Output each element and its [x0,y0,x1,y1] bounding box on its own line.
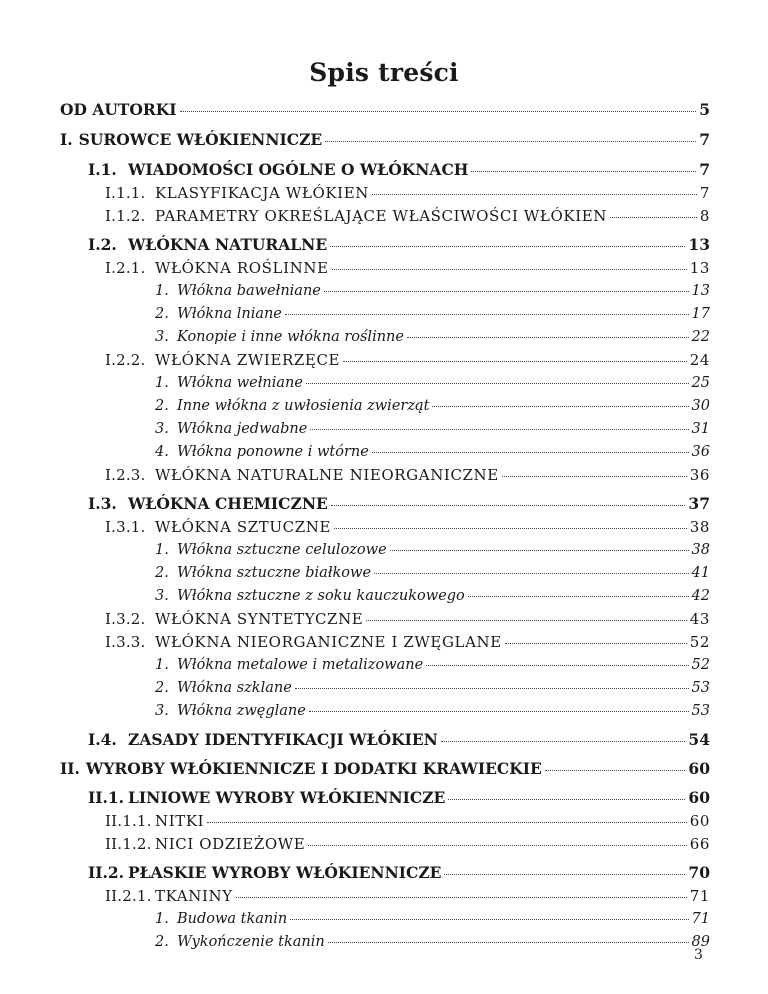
toc-entry-number: 2. [155,398,169,414]
dot-leader [328,942,689,943]
toc-entry-number: II.1. [88,788,125,807]
toc-entry-title: Włókna wełniane [177,375,303,391]
toc-entry [105,350,710,372]
toc-entry-title: KLASYFIKACJA WŁÓKIEN [155,184,369,202]
toc-entry [155,540,710,562]
toc-entry [105,258,710,280]
toc-entry-number: 2. [155,934,169,950]
toc-entry-title: WŁÓKNA ZWIERZĘCE [155,351,341,369]
dot-leader [290,919,688,920]
toc-entry-page: 38 [689,518,710,536]
toc-entry-number: 2. [155,306,169,322]
toc-entry-page: 30 [691,398,710,414]
toc-entry [155,419,710,441]
toc-entry-page: 13 [688,235,710,254]
dot-leader [310,429,688,430]
toc-entry-title: Włókna ponowne i wtórne [177,444,369,460]
toc-entry-title: Inne włókna z uwłosienia zwierząt [177,398,430,414]
dot-leader [325,141,696,142]
toc-entry [105,886,710,908]
dot-leader [426,665,688,666]
toc-entry [155,586,710,608]
toc-entry-page: 52 [691,657,710,673]
toc-entry-title: NICI ODZIEŻOWE [155,835,306,853]
dot-leader [324,291,689,292]
dot-leader [374,573,689,574]
toc-entry [88,160,710,182]
toc-entry-number: 3. [155,703,169,719]
toc-entry-title: WŁÓKNA NIEORGANICZNE I ZWĘGLANE [155,633,502,651]
page-number: 3 [694,947,703,963]
toc-entry-page: 36 [689,466,710,484]
toc-entry-page: 71 [689,887,710,905]
dot-leader [505,643,687,644]
toc-entry-title: PŁASKIE WYROBY WŁÓKIENNICZE [128,863,442,882]
toc-entry [155,373,710,395]
toc-entry-number: 1. [155,375,169,391]
toc-entry-number: II.2.1. [105,887,152,905]
toc-entry-title: WŁÓKNA ROŚLINNE [155,259,329,277]
toc-entry [105,465,710,487]
toc-entry-title: Wykończenie tkanin [177,934,325,950]
dot-leader [330,246,685,247]
toc-entry [60,130,710,152]
dot-leader [309,711,689,712]
toc-entry-number: I.1.1. [105,184,146,202]
toc-entry-title: Włókna bawełniane [177,283,321,299]
dot-leader [372,452,689,453]
toc-entry-title: Włókna lniane [177,306,282,322]
dot-leader [448,799,685,800]
toc-entry-page: 38 [691,542,710,558]
toc-entry-number: 1. [155,657,169,673]
toc-entry-number: I.1. [88,160,117,179]
toc-entry-title: Konopie i inne włókna roślinne [177,329,404,345]
dot-leader [180,111,697,112]
toc-entry-title: WŁÓKNA NATURALNE [128,235,328,254]
dot-leader [432,406,688,407]
toc-entry-title: Włókna zwęglane [177,703,306,719]
toc-entry-title: Włókna sztuczne celulozowe [177,542,387,558]
toc-entry-page: 5 [699,100,710,119]
dot-leader [407,337,689,338]
toc-entry-number: I.1.2. [105,207,146,225]
toc-entry-title: LINIOWE WYROBY WŁÓKIENNICZE [128,788,446,807]
toc-entry-title: Włókna jedwabne [177,421,308,437]
toc-entry-page: 66 [689,835,710,853]
toc-entry [88,788,710,810]
toc-entry-title: WŁÓKNA SYNTETYCZNE [155,610,364,628]
toc-entry-title: WŁÓKNA NATURALNE NIEORGANICZNE [155,466,499,484]
toc-entry-title: Włókna metalowe i metalizowane [177,657,424,673]
toc-entry-number: I.4. [88,730,117,749]
toc-entry [155,327,710,349]
dot-leader [545,770,686,771]
toc-entry [155,442,710,464]
dot-leader [366,620,686,621]
toc-entry [155,655,710,677]
toc-entry-number: I.2. [88,235,117,254]
toc-entry-title: OD AUTORKI [60,100,177,119]
toc-entry-title: Włókna szklane [177,680,292,696]
toc-entry-page: 42 [691,588,710,604]
toc-entry-number: 1. [155,542,169,558]
toc-entry-page: 71 [691,911,710,927]
page-title: Spis treści [309,58,459,87]
dot-leader [471,171,696,172]
toc-entry-number: II.2. [88,863,125,882]
toc-entry-page: 53 [691,680,710,696]
toc-entry-number: 1. [155,283,169,299]
toc-entry [155,563,710,585]
toc-entry-page: 7 [699,160,710,179]
toc-entry-title: SUROWCE WŁÓKIENNICZE [78,130,323,149]
toc-entry [155,909,710,931]
dot-leader [502,476,687,477]
toc-entry-number: 2. [155,565,169,581]
toc-entry [88,863,710,885]
toc-entry-title: TKANINY [155,887,233,905]
dot-leader [332,269,687,270]
toc-entry [60,100,710,122]
toc-entry [60,759,710,781]
toc-entry-title: WŁÓKNA SZTUCZNE [155,518,331,536]
dot-leader [306,383,689,384]
dot-leader [468,596,689,597]
toc-entry [155,281,710,303]
toc-entry-number: II.1.1. [105,812,152,830]
toc-entry-title: Budowa tkanin [177,911,288,927]
toc-entry [105,183,710,205]
toc-entry [155,701,710,723]
toc-entry-number: I.2.1. [105,259,146,277]
toc-entry-title: WIADOMOŚCI OGÓLNE O WŁÓKNACH [128,160,469,179]
toc-entry-page: 53 [691,703,710,719]
toc-entry-page: 7 [699,184,710,202]
toc-entry-title: WYROBY WŁÓKIENNICZE I DODATKI KRAWIECKIE [85,759,542,778]
dot-leader [343,361,687,362]
toc-entry-title: PARAMETRY OKREŚLAJĄCE WŁAŚCIWOŚCI WŁÓKIEN [155,207,608,225]
toc-entry-number: I.2.3. [105,466,146,484]
toc-entry-number: I.3.1. [105,518,146,536]
dot-leader [444,874,685,875]
toc-entry [105,206,710,228]
toc-entry-number: 1. [155,911,169,927]
toc-entry-number: I.3.3. [105,633,146,651]
dot-leader [236,897,687,898]
dot-leader [285,314,689,315]
dot-leader [441,741,686,742]
toc-entry-page: 37 [688,494,710,513]
dot-leader [334,528,687,529]
toc-entry-page: 13 [689,259,710,277]
toc-entry-number: I.3.2. [105,610,146,628]
toc-entry-number: 3. [155,329,169,345]
toc-entry [155,304,710,326]
dot-leader [207,822,687,823]
toc-entry-page: 13 [691,283,710,299]
dot-leader [295,688,689,689]
toc-entry-page: 7 [699,130,710,149]
toc-entry-page: 41 [691,565,710,581]
toc-entry-page: 60 [688,759,710,778]
toc-entry [155,932,710,954]
dot-leader [331,505,686,506]
toc-entry-title: ZASADY IDENTYFIKACJI WŁÓKIEN [128,730,438,749]
toc-entry-page: 31 [691,421,710,437]
toc-entry-page: 52 [689,633,710,651]
toc-entry-page: 25 [691,375,710,391]
toc-entry-page: 22 [691,329,710,345]
toc-entry-page: 43 [689,610,710,628]
toc-entry-number: II.1.2. [105,835,152,853]
toc-entry-page: 89 [691,934,710,950]
toc-entry-number: 4. [155,444,169,460]
toc-entry-number: II. [60,759,80,778]
toc-entry-number: I. [60,130,73,149]
toc-entry [155,678,710,700]
toc-entry [155,396,710,418]
toc-entry-page: 17 [691,306,710,322]
toc-entry-title: NITKI [155,812,205,830]
toc-entry [105,834,710,856]
dot-leader [372,194,697,195]
toc-entry [105,609,710,631]
toc-entry-page: 70 [688,863,710,882]
toc-entry-number: I.3. [88,494,117,513]
dot-leader [390,550,689,551]
toc-entry-title: Włókna sztuczne białkowe [177,565,372,581]
dot-leader [610,217,697,218]
toc-entry [88,730,710,752]
toc-entry-page: 24 [689,351,710,369]
toc-entry-title: WŁÓKNA CHEMICZNE [128,494,328,513]
toc-entry [88,494,710,516]
toc-entry-number: 3. [155,421,169,437]
toc-entry-number: 2. [155,680,169,696]
toc-entry-number: 3. [155,588,169,604]
toc-entry-page: 54 [688,730,710,749]
toc-entry-page: 36 [691,444,710,460]
toc-entry-page: 60 [688,788,710,807]
toc-entry [105,811,710,833]
toc-entry [105,632,710,654]
dot-leader [308,845,686,846]
toc-entry [105,517,710,539]
toc-entry-number: I.2.2. [105,351,146,369]
toc-entry-page: 60 [689,812,710,830]
toc-entry-title: Włókna sztuczne z soku kauczukowego [177,588,465,604]
toc-entry [88,235,710,257]
toc-entry-page: 8 [699,207,710,225]
